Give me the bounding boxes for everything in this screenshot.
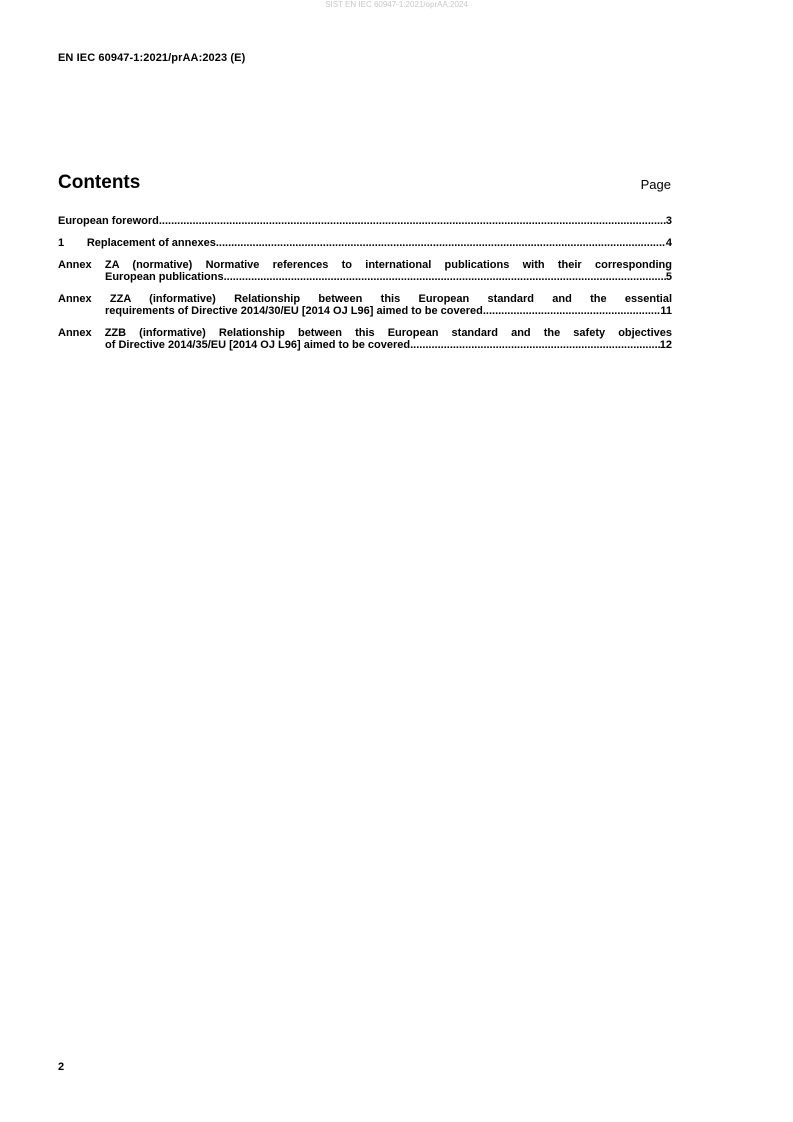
toc-entry-page: 5 — [665, 271, 672, 283]
toc-entry-european-foreword[interactable] — [58, 215, 672, 227]
document-header: EN IEC 60947-1:2021/prAA:2023 (E) — [58, 52, 246, 64]
contents-title: Contents — [58, 172, 141, 193]
toc-entry-title: Annex ZA (normative) Normative references to international publications with their corresponding — [58, 259, 672, 271]
toc-entry-page: 4 — [665, 237, 672, 249]
toc-entry-title: Annex ZZB (informative) Relationship between this European standard and the safety objectives — [58, 327, 672, 339]
toc-entry-title-continued: European publications — [105, 271, 224, 283]
toc-entry-title: European foreword — [58, 215, 159, 227]
dot-leader — [216, 237, 666, 249]
toc-entry-title: Replacement of annexes — [86, 237, 216, 249]
toc-entry-number: 1 — [58, 237, 65, 249]
page-column-label: Page — [640, 177, 671, 192]
toc-entry-annex-zza[interactable] — [58, 293, 672, 317]
toc-entry-title-continued: requirements of Directive 2014/30/EU [2014 OJ L96] aimed to be covered — [105, 305, 483, 317]
toc-entry-page: 3 — [665, 215, 672, 227]
dot-leader — [159, 215, 666, 227]
toc-entry-title: Annex ZZA (informative) Relationship between this European standard and the essential — [58, 293, 672, 305]
toc-entry-page: 12 — [659, 339, 672, 351]
dot-leader — [483, 305, 661, 317]
dot-leader — [410, 339, 660, 351]
toc-entry-replacement-of-annexes[interactable] — [58, 237, 672, 249]
toc-entry-page: 11 — [660, 305, 672, 317]
toc-entry-annex-za[interactable] — [58, 259, 672, 283]
page-number: 2 — [58, 1061, 65, 1073]
toc-entry-title-continued: of Directive 2014/35/EU [2014 OJ L96] aimed to be covered — [105, 339, 411, 351]
table-of-contents — [58, 215, 672, 361]
dot-leader — [224, 271, 666, 283]
toc-entry-annex-zzb[interactable] — [58, 327, 672, 351]
watermark: SIST EN IEC 60947-1:2021/oprAA:2024 — [325, 0, 468, 9]
